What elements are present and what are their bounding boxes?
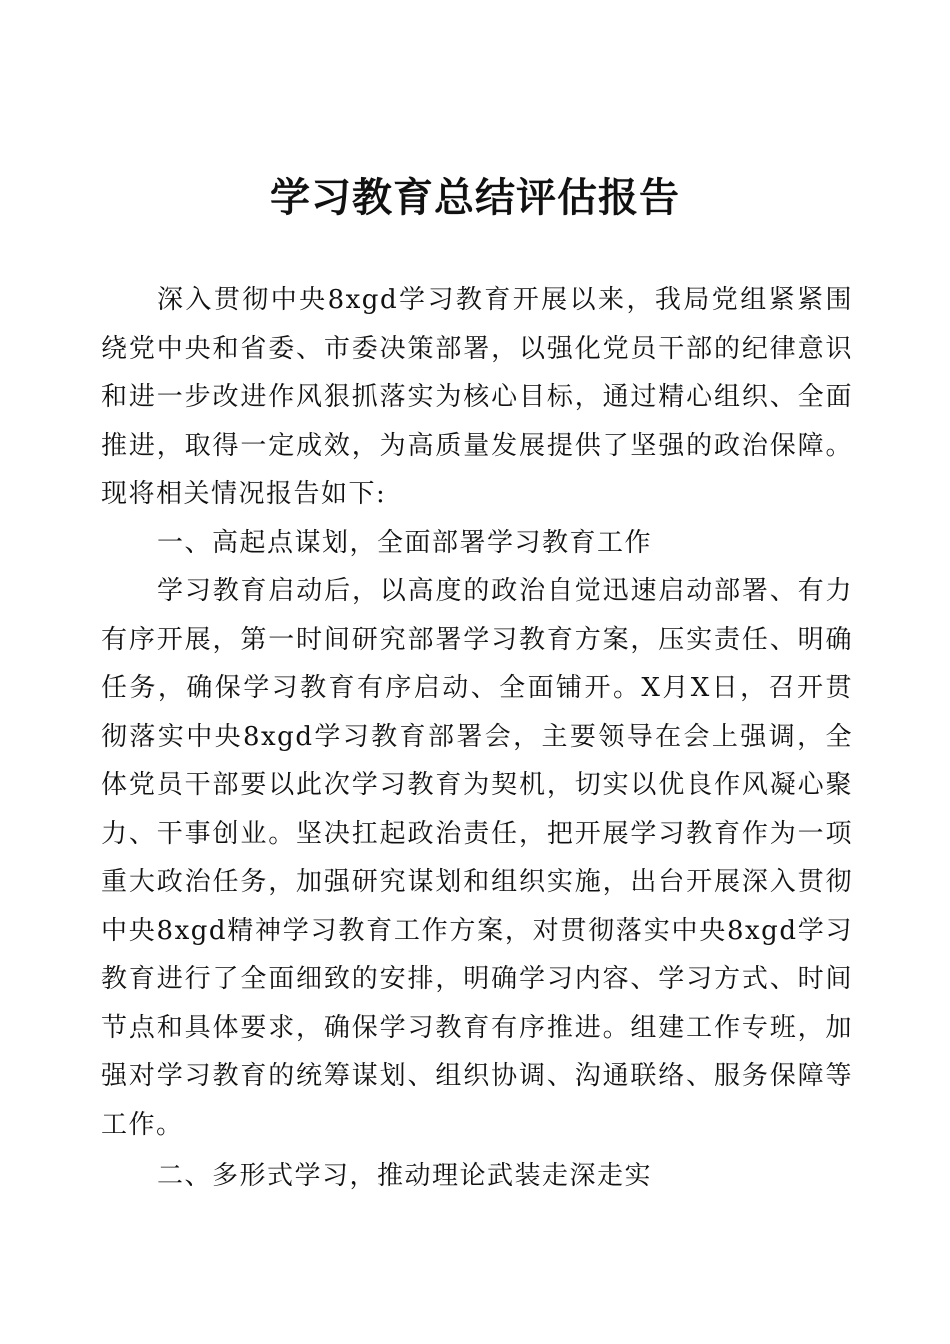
section-1-paragraph: 学习教育启动后，以高度的政治自觉迅速启动部署、有力有序开展，第一时间研究部署学习教育方案，压实责任、明确任务，确保学习教育有序启动、全面铺开。X月X日，召开贯彻落实中央8xgd学习教育部署会，主要领导在会上强调，全体党员干部要以此次学习教育为契机，切实以优良作风凝心聚力、干事创业。坚决扛起政治责任，把开展学习教育作为一项重大政治任务，加强研究谋划和组织实施，出台开展深入贯彻中央8xgd精神学习教育工作方案，对贯彻落实中央8xgd学习教育进行了全面细致的安排，明确学习内容、学习方式、时间节点和具体要求，确保学习教育有序推进。组建工作专班，加强对学习教育的统筹谋划、组织协调、沟通联络、服务保障等工作。 bbox=[101, 576, 853, 1140]
intro-paragraph: 深入贯彻中央8xgd学习教育开展以来，我局党组紧紧围绕党中央和省委、市委决策部署，以强化党员干部的纪律意识和进一步改进作风狠抓落实为核心目标，通过精心组织、全面推进，取得一定成效，为高质量发展提供了坚强的政治保障。现将相关情况报告如下: bbox=[101, 285, 853, 509]
document-body bbox=[101, 276, 853, 1201]
section-2-heading: 二、多形式学习，推动理论武装走深走实 bbox=[157, 1161, 653, 1191]
section-1-heading: 一、高起点谋划，全面部署学习教育工作 bbox=[157, 527, 653, 558]
document-title: 学习教育总结评估报告 bbox=[270, 174, 680, 221]
